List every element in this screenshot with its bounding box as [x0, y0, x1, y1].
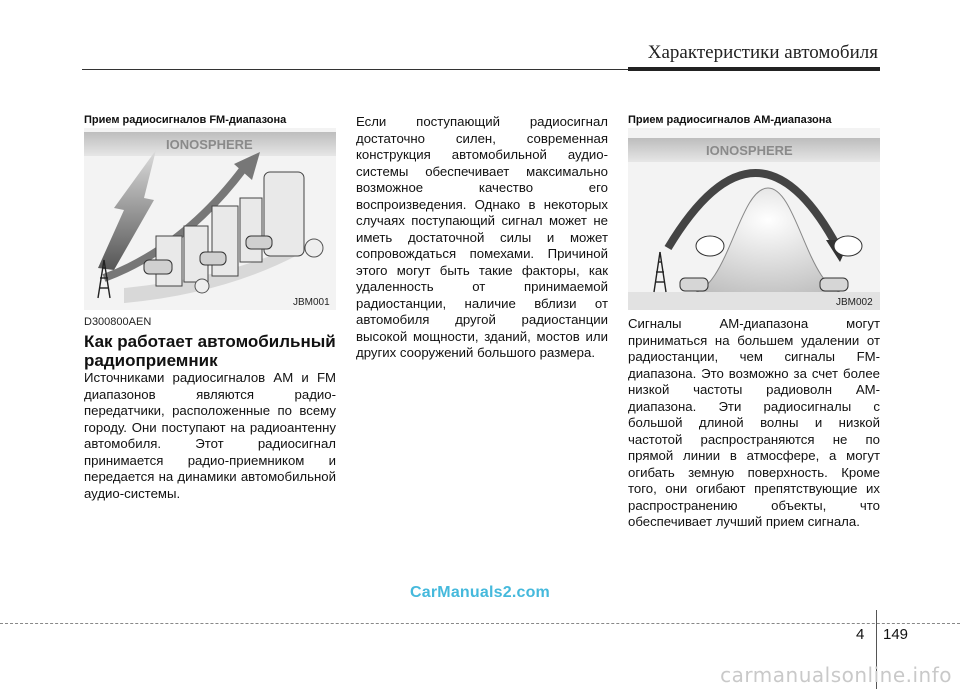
chapter-number: 4 [856, 626, 865, 643]
site-watermark: carmanualsonline.info [720, 663, 952, 687]
section-title: Характеристики автомобиля [647, 42, 878, 63]
ionosphere-label: IONOSPHERE [706, 143, 793, 158]
figure-am-title: Прием радиосигналов AM-диапазона [628, 114, 832, 126]
figure-am-code: JBM002 [836, 297, 873, 308]
figure-fm-code: JBM001 [293, 297, 330, 308]
am-diagram [628, 128, 880, 310]
middle-paragraph: Если поступающий радиосигнал достаточно силен, современная конструкция автомобильной аудио-системы обеспечивает максимально возможное качество его воспроизведения. Однако в некоторых случаях поступающий сигнал может не иметь достаточной силы и может сопровождаться помехами. Причиной этого могут быть такие факторы, как удаленность от принимаемой радиостанции, наличие вблизи от автомобиля другой радиостанции высокой мощности, зданий, мостов или других сооружений большого размера. [356, 114, 608, 360]
right-paragraph: Сигналы AM-диапазона могут приниматься на большем удалении от радиостанции, чем сигналы FM-диапазона. Это возможно за счет более низкой частоты радиоволн AM-диапазона. Эти радиосигналы с большой длиной волны и низкой частотой распространяются не по прямой линии в атмосфере, а могут огибать земную поверхность. Кроме того, они огибают препятствующие их распространению объекты, что обеспечивает лучший прием сигнала. [628, 316, 880, 529]
page-number: 149 [883, 626, 909, 643]
figure-fm [84, 128, 336, 310]
ionosphere-label: IONOSPHERE [166, 137, 253, 152]
section-heading: Как работает автомобильный радиоприемник [84, 332, 336, 370]
header-rule-accent [628, 67, 880, 71]
footer-dashed-rule [0, 623, 960, 624]
section-code: D300800AEN [84, 316, 152, 328]
carmanuals-watermark[interactable]: CarManuals2.com [410, 584, 550, 601]
fm-diagram [84, 128, 336, 310]
figure-am [628, 128, 880, 310]
figure-fm-title: Прием радиосигналов FM-диапазона [84, 114, 287, 126]
left-paragraph: Источниками радиосигналов AM и FM диапазонов являются радио-передатчики, расположенные по всему городу. Они поступают на радиоантенну автомобиля. Этот радиосигнал принимается радио-приемником и передается на динамики автомобильной аудио-системы. [84, 370, 336, 501]
